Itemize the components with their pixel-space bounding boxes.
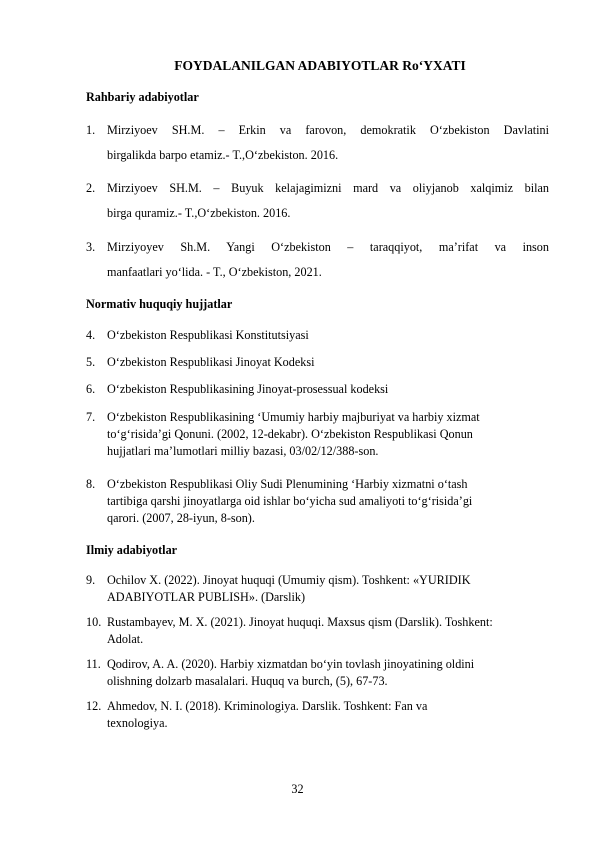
item-number: 9. (86, 573, 96, 587)
item-number: 7. (86, 410, 96, 424)
item-line: Mirziyoyev Sh.M. Yangi O‘zbekiston – taraqqiyot, ma’rifat va inson (107, 240, 549, 254)
section-heading-ilmiy: Ilmiy adabiyotlar (86, 543, 178, 557)
item-number: 3. (86, 240, 96, 254)
item-line: Mirziyoev SH.M. – Buyuk kelajagimizni mard va oliyjanob xalqimiz bilan (107, 181, 549, 195)
item-line: qarori. (2007, 28-iyun, 8-son). (107, 511, 255, 525)
page-number: 32 (291, 782, 304, 796)
item-line: to‘g‘risida’gi Qonuni. (2002, 12-dekabr). O‘zbekiston Respublikasi Qonun (107, 427, 473, 441)
item-line: Mirziyoev SH.M. – Erkin va farovon, demokratik O‘zbekiston Davlatini (107, 123, 549, 137)
item-line: Rustambayev, M. X. (2021). Jinoyat huquqi. Maxsus qism (Darslik). Toshkent: (107, 615, 493, 629)
item-line: Ahmedov, N. I. (2018). Kriminologiya. Darslik. Toshkent: Fan va (107, 699, 428, 713)
page-title: FOYDALANILGAN ADABIYOTLAR Ro‘YXATI (174, 58, 466, 73)
section-heading-normativ: Normativ huquqiy hujjatlar (86, 297, 233, 311)
item-line: O‘zbekiston Respublikasi Oliy Sudi Plenumining ‘Harbiy xizmatni o‘tash (107, 477, 468, 491)
item-number: 10. (86, 615, 102, 629)
item-line: birgalikda barpo etamiz.- T.,O‘zbekiston. 2016. (107, 148, 339, 162)
item-line: Adolat. (107, 632, 144, 646)
item-line: ADABIYOTLAR PUBLISH». (Darslik) (107, 590, 306, 604)
item-line: O‘zbekiston Respublikasining Jinoyat-prosessual kodeksi (107, 382, 389, 396)
item-line: O‘zbekiston Respublikasi Konstitutsiyasi (107, 328, 309, 342)
item-line: birga quramiz.- T.,O‘zbekiston. 2016. (107, 206, 291, 220)
item-line: texnologiya. (107, 716, 168, 730)
item-line: tartibiga qarshi jinoyatlarga oid ishlar bo‘yicha sud amaliyoti to‘g‘risida’gi (107, 494, 473, 508)
section-heading-rahbariy: Rahbariy adabiyotlar (86, 90, 199, 104)
item-line: O‘zbekiston Respublikasining ‘Umumiy harbiy majburiyat va harbiy xizmat (107, 410, 480, 424)
item-number: 1. (86, 123, 96, 137)
item-number: 4. (86, 328, 96, 342)
item-line: Ochilov X. (2022). Jinoyat huquqi (Umumiy qism). Toshkent: «YURIDIK (107, 573, 471, 587)
item-line: Qodirov, A. A. (2020). Harbiy xizmatdan bo‘yin tovlash jinoyatining oldini (107, 657, 475, 671)
item-number: 8. (86, 477, 96, 491)
item-number: 12. (86, 699, 102, 713)
item-number: 6. (86, 382, 96, 396)
item-line: manfaatlari yo‘lida. - T., O‘zbekiston, 2021. (107, 265, 322, 279)
item-line: olishning dolzarb masalalari. Huquq va burch, (5), 67-73. (107, 674, 388, 688)
item-number: 5. (86, 355, 96, 369)
item-number: 2. (86, 181, 96, 195)
item-line: O‘zbekiston Respublikasi Jinoyat Kodeksi (107, 355, 315, 369)
item-line: hujjatlari ma’lumotlari milliy bazasi, 03/02/12/388-son. (107, 444, 379, 458)
item-number: 11. (86, 657, 101, 671)
